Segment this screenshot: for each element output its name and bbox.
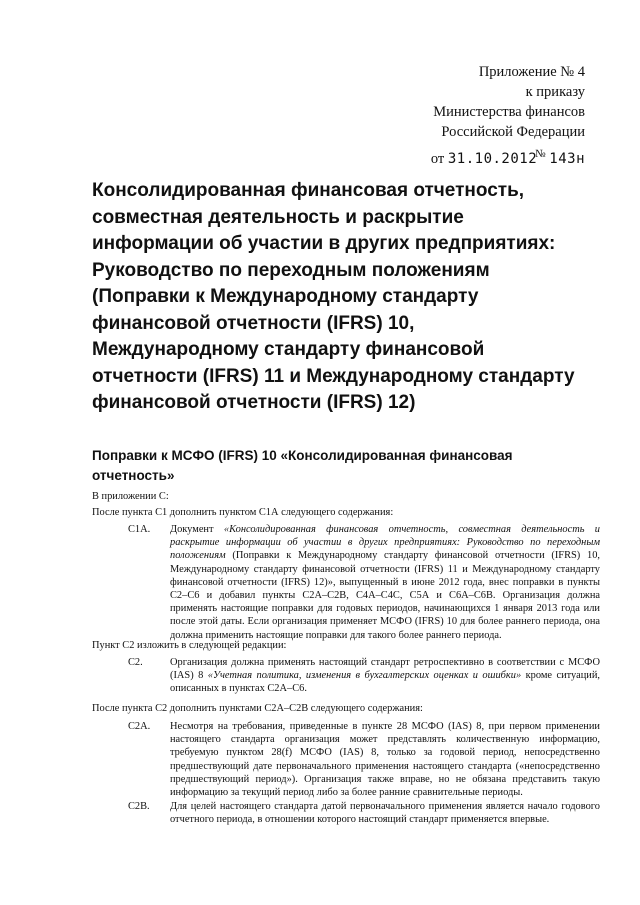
title-line: (Поправки к Международному стандарту xyxy=(92,286,479,307)
title-line: Международному стандарту финансовой xyxy=(92,339,485,360)
text-run: Документ xyxy=(170,524,224,535)
title-line: совместная деятельность и раскрытие xyxy=(92,206,464,228)
title-line: финансовой отчетности (IFRS) 10, xyxy=(92,312,415,334)
title-line: Консолидированная финансовая отчетность, xyxy=(92,180,525,201)
paragraph-number: С2В. xyxy=(128,801,150,812)
intro-appendix-c: В приложении С: xyxy=(92,491,169,502)
title-line: финансовой отчетности (IFRS) 12) xyxy=(92,392,416,413)
italic-title: «Учетная политика, изменения в бухгалтерских оценках и ошибки» xyxy=(207,670,522,682)
document-title xyxy=(92,178,592,417)
order-number: 143н xyxy=(549,150,585,167)
number-sign: № xyxy=(535,148,546,160)
appendix-number: Приложение № 4 xyxy=(478,64,585,80)
title-line: информации об участии в других предприятиях: xyxy=(92,233,556,254)
text-run: (Поправки к Международному стандарту финансовой отчетности (IFRS) 10, Международному стандарту финансовой отчетности (IFRS) 11 и Международному стандарту финансовой отчетности (IFRS) 12)», выпущенный в июне 2012 года, внес поправки в пункты С2–С6 и добавил пункты С2А–С2В, С4А–С4С, С5А и С6А–С6В. Организация должна применять настоящие поправки для годовых периодов, начинающихся 1 января 2013 года или после этой даты. Если организация применяет МСФО (IFRS) 10 для более раннего периода, она должна применить настоящие поправки для такого более раннего периода. xyxy=(170,550,600,641)
paragraph-text xyxy=(170,656,600,696)
section-title-line: отчетность» xyxy=(92,468,175,483)
paragraph-text: Несмотря на требования, приведенные в пункте 28 МСФО (IAS) 8, при первом применении настоящего стандарта организация может представлять количественную информацию, требуемую пунктом 28(f) МСФО (IAS) 8, только за годовой период, непосредственно предшествующий дате первоначального применения настоящего стандарта («непосредственно предшествующий период»). Организация также вправе, но не обязана представить такую информацию за текущий период либо за более ранние сравнительные периоды. xyxy=(170,721,600,799)
appendix-country: Российской Федерации xyxy=(441,124,585,140)
title-line: отчетности (IFRS) 11 и Международному стандарту xyxy=(92,365,575,387)
appendix-ministry: Министерства финансов xyxy=(433,104,585,120)
instruction-c2: Пункт С2 изложить в следующей редакции: xyxy=(92,640,287,651)
instruction-after-c1: После пункта С1 дополнить пунктом С1А следующего содержания: xyxy=(92,507,394,518)
appendix-dateline xyxy=(335,144,585,169)
paragraph-number: С1А. xyxy=(128,524,151,535)
order-date: 31.10.2012 xyxy=(447,150,538,167)
section-title xyxy=(92,446,562,486)
text-run: кроме ситуаций, описанных в пунктах С2А–С6. xyxy=(170,670,600,695)
instruction-after-c2: После пункта С2 дополнить пунктами С2А–С2В следующего содержания: xyxy=(92,703,423,714)
appendix-block xyxy=(335,62,585,169)
appendix-order-ref: к приказу xyxy=(525,84,585,100)
section-title-line: Поправки к МСФО (IFRS) 10 «Консолидированная финансовая xyxy=(92,448,513,463)
paragraph-text: Для целей настоящего стандарта датой первоначального применения является начало годового отчетного периода, в отношении которого настоящий стандарт применяется впервые. xyxy=(170,801,600,826)
paragraph-number: С2. xyxy=(128,657,143,668)
paragraph-text xyxy=(170,523,600,642)
date-prefix: от xyxy=(430,150,445,167)
text-run: Организация должна применять настоящий стандарт ретроспективно в соответствии с МСФО (IAS) 8 xyxy=(170,657,600,682)
paragraph-number: С2А. xyxy=(128,721,151,732)
title-line: Руководство по переходным положениям xyxy=(92,259,490,281)
italic-title: «Консолидированная финансовая отчетность, совместная деятельность и раскрытие информации об участии в других предприятиях: Руководство по переходным положениям xyxy=(170,524,600,562)
